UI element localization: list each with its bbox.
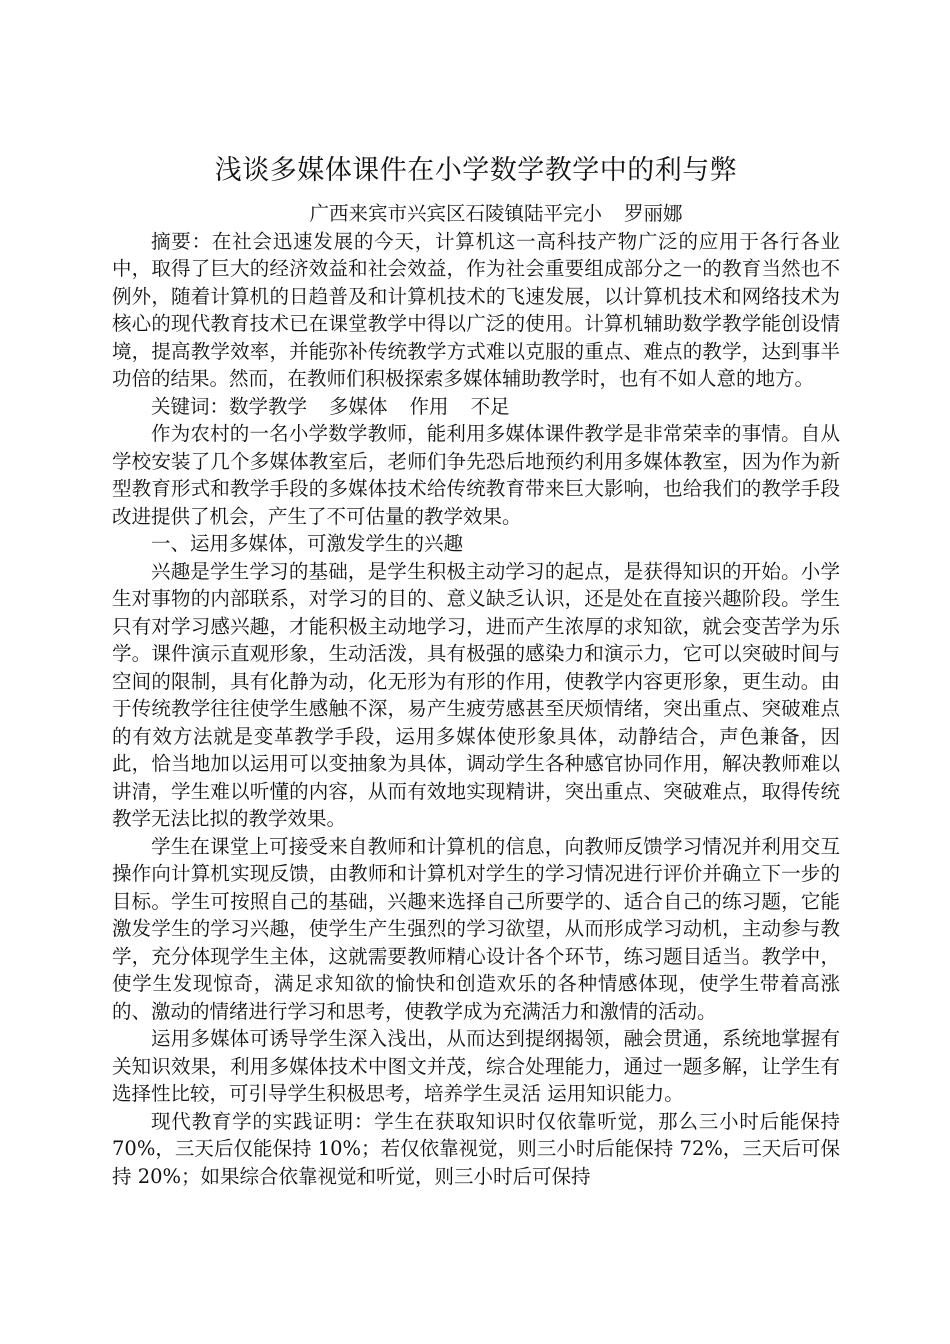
keyword-item: 多媒体 — [329, 394, 388, 418]
document-body — [112, 150, 840, 1190]
keyword-item: 数学教学 — [229, 394, 308, 418]
author-name: 罗丽娜 — [624, 202, 683, 225]
keyword-item: 不足 — [470, 394, 510, 418]
document-title: 浅谈多媒体课件在小学数学教学中的利与弊 — [214, 155, 738, 186]
keywords-label: 关键词： — [151, 394, 230, 418]
author-line — [112, 200, 840, 228]
author-affiliation: 广西来宾市兴宾区石陵镇陆平完小 — [309, 202, 602, 225]
body-paragraph: 作为农村的一名小学数学教师，能利用多媒体课件教学是非常荣幸的事情。自从学校安装了几个多媒体教室后，老师们争先恐后地预约利用多媒体教室，因为作为新型教育形式和教学手段的多媒体技术给传统教育带来巨大影响，也给我们的教学手段改进提供了机会，产生了不可估量的教学效果。 — [112, 422, 840, 528]
keywords-line — [112, 393, 840, 421]
abstract-paragraph: 摘要：在社会迅速发展的今天，计算机这一高科技产物广泛的应用于各行各业中，取得了巨大的经济效益和社会效益，作为社会重要组成部分之一的教育当然也不例外，随着计算机的日趋普及和计算机技术的飞速发展，以计算机技术和网络技术为核心的现代教育技术已在课堂教学中得以广泛的使用。计算机辅助数学教学能创设情境，提高教学效率，并能弥补传统教学方式难以克服的重点、难点的教学，达到事半功倍的结果。然而，在教师们积极探索多媒体辅助教学时，也有不如人意的地方。 — [112, 229, 840, 390]
keyword-item: 作用 — [409, 394, 449, 418]
body-paragraph: 现代教育学的实践证明：学生在获取知识时仅依靠听觉，那么三小时后能保持 70%，三天后仅能保持 10%；若仅依靠视觉，则三小时后能保持 72%，三天后可保持 20%；如果综合依靠视觉和听觉，则三小时后可保持 — [112, 1109, 840, 1188]
section-heading: 一、运用多媒体，可激发学生的兴趣 — [151, 532, 464, 555]
body-paragraph: 兴趣是学生学习的基础，是学生积极主动学习的起点，是获得知识的开始。小学生对事物的内部联系，对学习的目的、意义缺乏认识，还是处在直接兴趣阶段。学生只有对学习感兴趣，才能积极主动地学习，进而产生浓厚的求知欲，就会变苦学为乐学。课件演示直观形象，生动活泼，具有极强的感染力和演示力，它可以突破时间与空间的限制，具有化静为动，化无形为有形的作用，使教学内容更形象，更生动。由于传统教学往往使学生感触不深，易产生疲劳感甚至厌烦情绪，突出重点、突破难点的有效方法就是变革教学手段，运用多媒体使形象具体，动静结合，声色兼备，因此，恰当地加以运用可以变抽象为具体，调动学生各种感官协同作用，解决教师难以讲清，学生难以听懂的内容，从而有效地实现精讲，突出重点、突破难点，取得传统教学无法比拟的教学效果。 — [112, 559, 840, 830]
body-paragraph: 运用多媒体可诱导学生深入浅出，从而达到提纲揭领，融会贯通，系统地掌握有关知识效果，利用多媒体技术中图文并茂，综合处理能力，通过一题多解，让学生有选择性比较，可引导学生积极思考，培养学生灵活 运用知识能力。 — [112, 1027, 840, 1105]
body-paragraph: 学生在课堂上可接受来自教师和计算机的信息，向教师反馈学习情况并利用交互操作向计算机实现反馈，由教师和计算机对学生的学习情况进行评价并确立下一步的目标。学生可按照自己的基础，兴趣来选择自己所要学的、适合自己的练习题，它能激发学生的学习兴趣，使学生产生强烈的学习欲望，从而形成学习动机，主动参与教学，充分体现学生主体，这就需要教师精心设计各个环节，练习题目适当。教学中，使学生发现惊奇，满足求知欲的愉快和创造欢乐的各种情感体现，使学生带着高涨的、激动的情绪进行学习和思考，使教学成为充满活力和激情的活动。 — [112, 834, 840, 1023]
